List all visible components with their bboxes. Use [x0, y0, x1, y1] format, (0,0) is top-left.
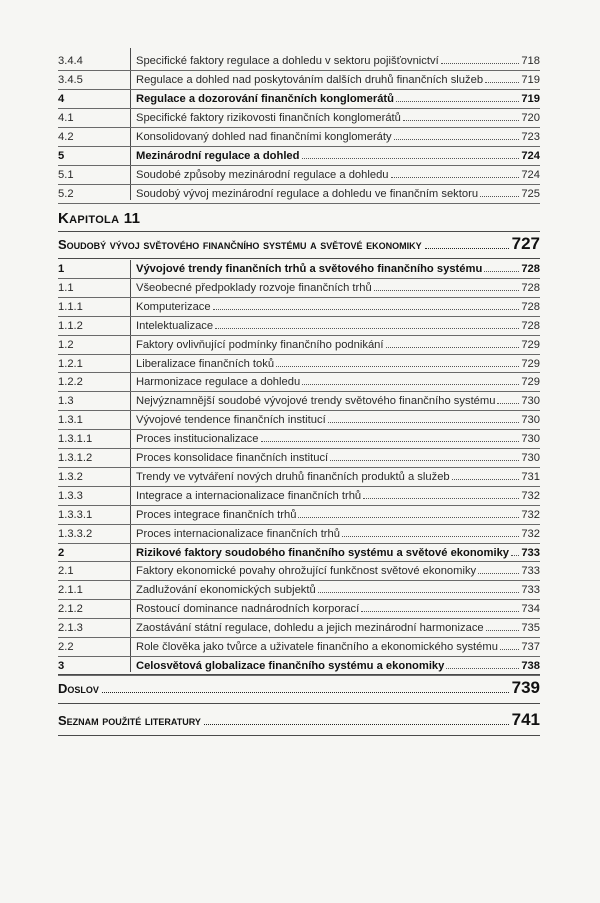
literatura-title: Seznam použité literatury — [58, 713, 201, 728]
toc-row-page: 732 — [521, 489, 540, 502]
toc-row — [58, 600, 540, 618]
toc-leader-dots — [298, 517, 519, 518]
toc-row-entry — [136, 355, 540, 373]
doslov-top-rule — [58, 674, 540, 675]
toc-row-title: Zadlužování ekonomických subjektů — [136, 584, 316, 597]
toc-row — [58, 544, 540, 562]
toc-row-title: Proces konsolidace finančních institucí — [136, 452, 329, 464]
toc-row-page: 731 — [521, 470, 540, 483]
literatura-leader-dots — [204, 724, 509, 725]
toc-row — [58, 109, 540, 127]
row-separator — [58, 203, 540, 204]
toc-row — [58, 355, 540, 373]
toc-row-entry — [136, 90, 540, 108]
toc-row — [58, 128, 540, 146]
toc-row-number: 1 — [58, 263, 65, 275]
toc-row — [58, 279, 540, 297]
toc-row-entry — [136, 317, 540, 335]
toc-row-number: 2.2 — [58, 641, 74, 653]
toc-leader-dots — [213, 309, 520, 310]
toc-row — [58, 147, 540, 165]
toc-row — [58, 506, 540, 524]
toc-row-title: Faktory ekonomické povahy ohrožující funkčnost světové ekonomiky — [136, 565, 477, 578]
toc-row-entry — [136, 411, 540, 429]
toc-row-entry — [136, 52, 540, 70]
toc-row-number: 5.1 — [58, 169, 74, 181]
toc-row-entry — [136, 581, 540, 599]
toc-row-entry — [136, 336, 540, 354]
toc-row-title: Trendy ve vytváření nových druhů finančních produktů a služeb — [136, 470, 450, 483]
toc-leader-dots — [396, 101, 519, 102]
toc-row-number: 1.3.3.1 — [58, 508, 93, 521]
toc-row-number: 1.1.1 — [58, 300, 83, 313]
toc-row-page: 728 — [521, 300, 540, 313]
toc-row — [58, 166, 540, 184]
literatura-row — [58, 710, 540, 730]
toc-row — [58, 52, 540, 70]
toc-leader-dots — [391, 177, 520, 178]
toc-row — [58, 317, 540, 335]
toc-row-entry — [136, 71, 540, 89]
toc-row-page: 725 — [521, 188, 540, 200]
chapter-title: Soudobý vývoj světového finančního systému a světové ekonomiky — [58, 237, 422, 252]
toc-leader-dots — [441, 63, 520, 64]
toc-row-number: 2.1.1 — [58, 584, 83, 597]
toc-row-title: Celosvětová globalizace finančního systému a ekonomiky — [136, 659, 445, 672]
toc-leader-dots — [452, 479, 520, 480]
toc-row-entry — [136, 128, 540, 146]
toc-row-title: Faktory ovlivňující podmínky finančního podnikání — [136, 338, 384, 351]
doslov-bottom-rule — [58, 703, 540, 704]
toc-row-entry — [136, 619, 540, 637]
toc-leader-dots — [215, 328, 519, 329]
toc-row — [58, 411, 540, 429]
toc-row — [58, 392, 540, 410]
toc-row-title: Integrace a internacionalizace finančních trhů — [136, 489, 362, 502]
toc-row-title: Mezinárodní regulace a dohled — [136, 150, 300, 162]
toc-row-title: Vývojové tendence finančních institucí — [136, 414, 326, 427]
chapter-bottom-rule — [58, 258, 540, 259]
toc-row — [58, 260, 540, 278]
toc-row-page: 729 — [521, 376, 540, 389]
toc-row-number: 3.4.4 — [58, 55, 83, 67]
toc-leader-dots — [500, 649, 519, 650]
toc-row-entry — [136, 468, 540, 486]
toc-row-page: 732 — [521, 508, 540, 521]
toc-row-number: 1.1 — [58, 281, 74, 294]
toc-row-title: Rostoucí dominance nadnárodních korporací — [136, 603, 360, 616]
toc-row-entry — [136, 185, 540, 203]
toc-row-page: 737 — [521, 641, 540, 653]
doslov-title: Doslov — [58, 681, 99, 696]
toc-row-title: Harmonizace regulace a dohledu — [136, 376, 301, 389]
toc-row-number: 5 — [58, 150, 65, 162]
toc-leader-dots — [276, 366, 519, 367]
toc-row-entry — [136, 562, 540, 580]
toc-row — [58, 71, 540, 89]
toc-row-number: 1.3.1 — [58, 414, 83, 427]
doslov-leader-dots — [102, 692, 509, 693]
toc-row-title: Zaostávání státní regulace, dohledu a jejich mezinárodní harmonizace — [136, 622, 484, 635]
toc-row — [58, 468, 540, 486]
toc-row — [58, 581, 540, 599]
toc-row-page: 738 — [521, 659, 540, 672]
toc-row — [58, 619, 540, 637]
toc-row-number: 1.3.3.2 — [58, 527, 93, 540]
toc-leader-dots — [361, 611, 519, 612]
toc-row-entry — [136, 298, 540, 316]
toc-row-number: 4 — [58, 93, 65, 105]
toc-row — [58, 525, 540, 543]
toc-row-page: 730 — [521, 414, 540, 427]
toc-row-page: 719 — [521, 74, 540, 86]
toc-row-page: 734 — [521, 603, 540, 616]
toc-row-number: 1.3 — [58, 395, 74, 408]
toc-row-number: 1.3.1.2 — [58, 452, 93, 464]
toc-row-title: Komputerizace — [136, 300, 211, 313]
toc-row-entry — [136, 638, 540, 656]
toc-row — [58, 90, 540, 108]
toc-row-number: 1.2.2 — [58, 376, 83, 389]
toc-row — [58, 657, 540, 675]
toc-row — [58, 562, 540, 580]
toc-row-page: 720 — [521, 112, 540, 124]
chapter-page: 727 — [511, 234, 540, 253]
literatura-page: 741 — [511, 710, 540, 729]
toc-row-page: 730 — [521, 452, 540, 464]
toc-row-title: Liberalizace finančních toků — [136, 357, 275, 370]
toc-leader-dots — [497, 403, 519, 404]
toc-leader-dots — [480, 196, 519, 197]
toc-row-title: Soudobé způsoby mezinárodní regulace a dohledu — [136, 169, 389, 181]
toc-row-title: Vývojové trendy finančních trhů a světového finančního systému — [136, 263, 483, 275]
toc-leader-dots — [486, 630, 520, 631]
toc-leader-dots — [485, 82, 519, 83]
literatura-bottom-rule — [58, 735, 540, 736]
toc-row-entry — [136, 544, 540, 562]
toc-row-page: 730 — [521, 395, 540, 408]
toc-leader-dots — [446, 668, 519, 669]
toc-row-page: 719 — [521, 93, 540, 105]
toc-row-page: 729 — [521, 357, 540, 370]
toc-row-title: Regulace a dohled nad poskytováním dalších druhů finančních služeb — [136, 74, 484, 86]
toc-row-entry — [136, 600, 540, 618]
toc-row-page: 729 — [521, 338, 540, 351]
toc-row-number: 1.3.2 — [58, 470, 83, 483]
toc-row-page: 718 — [521, 55, 540, 67]
toc-leader-dots — [374, 290, 520, 291]
toc-row-number: 4.1 — [58, 112, 74, 124]
toc-row-page: 724 — [521, 150, 540, 162]
toc-row-page: 732 — [521, 527, 540, 540]
chapter-top-rule — [58, 231, 540, 232]
toc-leader-dots — [318, 592, 520, 593]
toc-row-number: 1.3.1.1 — [58, 433, 93, 446]
toc-row-entry — [136, 109, 540, 127]
toc-row-title: Proces institucionalizace — [136, 433, 259, 446]
toc-row-page: 733 — [521, 565, 540, 578]
toc-row-number: 1.1.2 — [58, 319, 83, 332]
toc-row-title: Role člověka jako tvůrce a uživatele finančního a ekonomického systému — [136, 641, 498, 653]
chapter-title-row — [58, 234, 540, 254]
toc-leader-dots — [302, 384, 519, 385]
toc-row-title: Proces integrace finančních trhů — [136, 508, 297, 521]
toc-leader-dots — [484, 271, 519, 272]
toc-row-number: 2.1.2 — [58, 603, 83, 616]
toc-row-page: 723 — [521, 131, 540, 143]
toc-leader-dots — [302, 158, 520, 159]
toc-row-page: 728 — [521, 281, 540, 294]
toc-row — [58, 336, 540, 354]
toc-leader-dots — [261, 441, 520, 442]
toc-row-page: 733 — [521, 584, 540, 597]
toc-row-number: 1.2.1 — [58, 357, 83, 370]
toc-row-entry — [136, 430, 540, 448]
chapter-leader-dots — [425, 248, 509, 249]
toc-leader-dots — [394, 139, 520, 140]
toc-row-number: 1.3.3 — [58, 489, 83, 502]
toc-leader-dots — [386, 347, 520, 348]
toc-row-number: 3 — [58, 659, 65, 672]
toc-row-entry — [136, 373, 540, 391]
toc-row-page: 730 — [521, 433, 540, 446]
toc-row — [58, 430, 540, 448]
toc-row-title: Proces internacionalizace finančních trhů — [136, 527, 340, 540]
toc-row-entry — [136, 147, 540, 165]
toc-row-entry — [136, 392, 540, 410]
toc-row-title: Specifické faktory rizikovosti finančních konglomerátů — [136, 112, 401, 124]
toc-row-entry — [136, 166, 540, 184]
toc-row-number: 2.1.3 — [58, 622, 83, 635]
toc-row-entry — [136, 260, 540, 278]
toc-row-page: 724 — [521, 169, 540, 181]
toc-row-entry — [136, 525, 540, 543]
toc-row — [58, 373, 540, 391]
toc-row-entry — [136, 487, 540, 505]
toc-row — [58, 185, 540, 203]
toc-row — [58, 638, 540, 656]
toc-row — [58, 449, 540, 467]
toc-row-title: Všeobecné předpoklady rozvoje finančních trhů — [136, 281, 372, 294]
toc-row-number: 4.2 — [58, 131, 74, 143]
toc-row-title: Specifické faktory regulace a dohledu v sektoru pojišťovnictví — [136, 55, 439, 67]
toc-row-number: 2 — [58, 546, 65, 559]
toc-row-page: 728 — [521, 263, 540, 275]
doslov-row — [58, 678, 540, 698]
toc-row-entry — [136, 279, 540, 297]
toc-leader-dots — [363, 498, 519, 499]
toc-leader-dots — [403, 120, 519, 121]
toc-leader-dots — [511, 555, 519, 556]
toc-row-page: 735 — [521, 622, 540, 635]
toc-leader-dots — [342, 536, 519, 537]
toc-row-page: 728 — [521, 319, 540, 332]
toc-row — [58, 298, 540, 316]
toc-row-title: Konsolidovaný dohled nad finančními konglomeráty — [136, 131, 392, 143]
toc-row-title: Soudobý vývoj mezinárodní regulace a dohledu ve finančním sektoru — [136, 188, 479, 200]
toc-row-title: Intelektualizace — [136, 319, 214, 332]
toc-row-title: Nejvýznamnější soudobé vývojové trendy světového finančního systému — [136, 395, 496, 408]
chapter-label: Kapitola 11 — [58, 210, 141, 227]
toc-row-entry — [136, 506, 540, 524]
toc-row — [58, 487, 540, 505]
toc-row-page: 733 — [521, 546, 540, 559]
toc-leader-dots — [330, 460, 519, 461]
toc-leader-dots — [478, 573, 519, 574]
toc-row-number: 1.2 — [58, 338, 74, 351]
toc-row-number: 5.2 — [58, 188, 74, 200]
toc-row-entry — [136, 449, 540, 467]
toc-row-title: Regulace a dozorování finančních konglomerátů — [136, 93, 394, 105]
toc-row-number: 2.1 — [58, 565, 74, 578]
doslov-page: 739 — [511, 678, 540, 697]
toc-row-number: 3.4.5 — [58, 74, 83, 86]
toc-row-title: Rizikové faktory soudobého finančního systému a světové ekonomiky — [136, 546, 510, 559]
toc-row-entry — [136, 657, 540, 675]
toc-leader-dots — [328, 422, 520, 423]
